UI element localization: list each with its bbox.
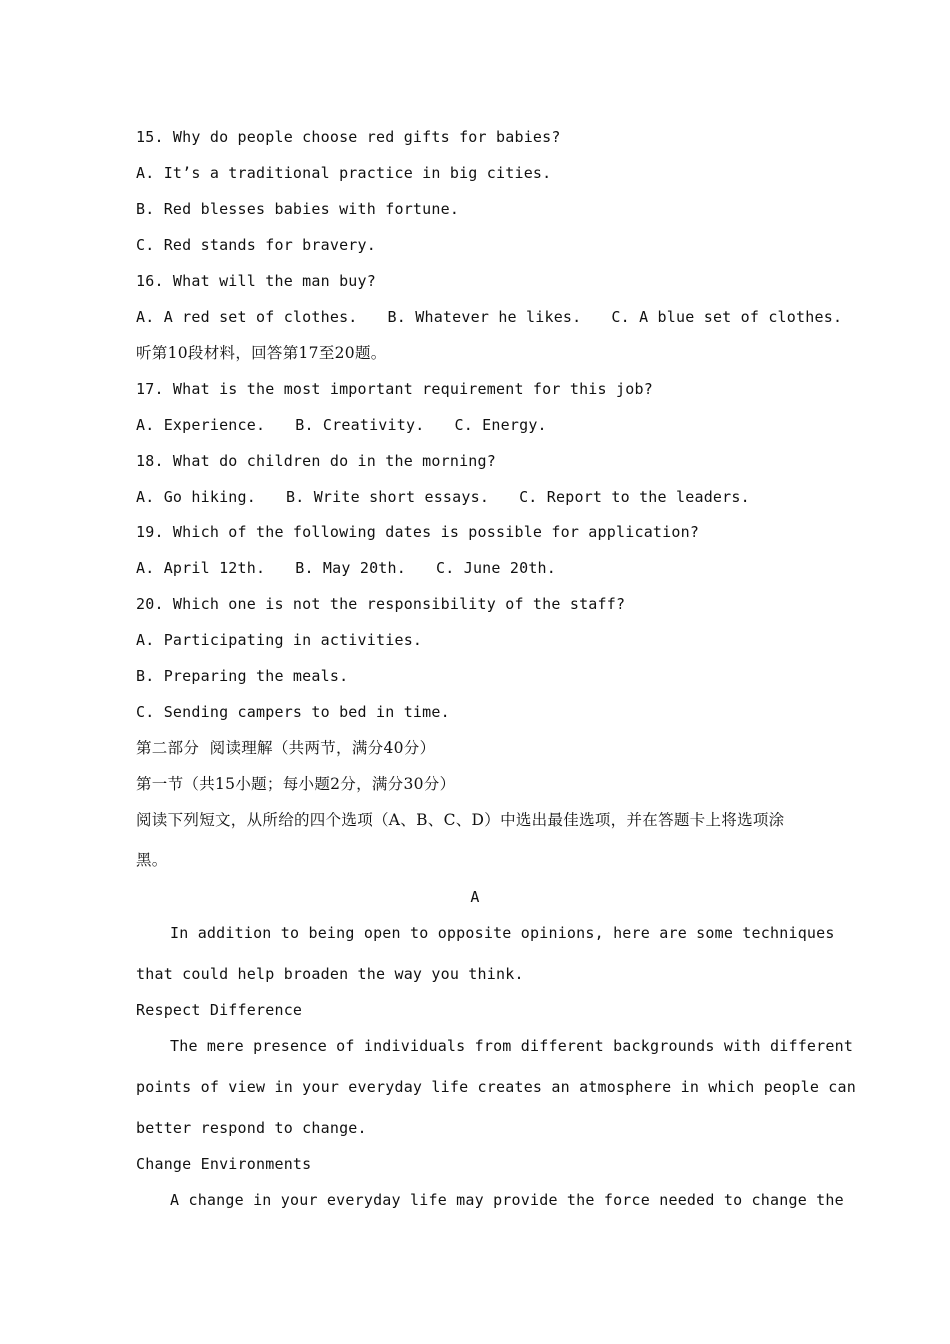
question-20-option-c: C. Sending campers to bed in time. xyxy=(136,703,450,721)
part-2-heading: 第二部分 阅读理解（共两节，满分40分） xyxy=(136,739,436,757)
question-19-options xyxy=(136,558,556,578)
reading-instruction-line-2: 黑。 xyxy=(136,851,168,869)
question-20-stem: 20. Which one is not the responsibility of the staff? xyxy=(136,595,626,613)
question-18-stem: 18. What do children do in the morning? xyxy=(136,452,496,470)
passage-intro-line-1: In addition to being open to opposite opinions, here are some techniques xyxy=(170,924,835,942)
question-15-option-c: C. Red stands for bravery. xyxy=(136,236,376,254)
question-19-option-c: C. June 20th. xyxy=(436,559,557,577)
question-15-stem: 15. Why do people choose red gifts for babies? xyxy=(136,128,561,146)
passage-paragraph-1-line-2: points of view in your everyday life creates an atmosphere in which people can xyxy=(136,1078,856,1096)
question-16-option-b: B. Whatever he likes. xyxy=(387,308,582,326)
question-17-options xyxy=(136,415,547,435)
question-19-option-b: B. May 20th. xyxy=(295,559,407,577)
question-19-option-a: A. April 12th. xyxy=(136,559,266,577)
question-20-option-b: B. Preparing the meals. xyxy=(136,667,349,685)
question-18-options xyxy=(136,487,750,507)
question-18-option-c: C. Report to the leaders. xyxy=(519,488,750,506)
question-19-stem: 19. Which of the following dates is possible for application? xyxy=(136,523,700,541)
passage-paragraph-1-line-3: better respond to change. xyxy=(136,1119,367,1137)
passage-heading-respect-difference: Respect Difference xyxy=(136,1001,303,1019)
passage-label: A xyxy=(470,888,480,906)
question-15-option-a: A. It’s a traditional practice in big cities. xyxy=(136,164,552,182)
passage-intro-line-2: that could help broaden the way you think. xyxy=(136,965,524,983)
question-16-options xyxy=(136,307,842,327)
question-16-option-c: C. A blue set of clothes. xyxy=(611,308,843,326)
question-17-stem: 17. What is the most important requirement for this job? xyxy=(136,380,653,398)
passage-paragraph-1-line-1: The mere presence of individuals from different backgrounds with different xyxy=(170,1037,854,1055)
section-1-heading: 第一节（共15小题；每小题2分，满分30分） xyxy=(136,775,456,793)
passage-heading-change-environments: Change Environments xyxy=(136,1155,312,1173)
question-17-option-c: C. Energy. xyxy=(454,416,547,434)
question-15-option-b: B. Red blesses babies with fortune. xyxy=(136,200,460,218)
passage-paragraph-2-line-1: A change in your everyday life may provide the force needed to change the xyxy=(170,1191,844,1209)
question-17-option-a: A. Experience. xyxy=(136,416,266,434)
question-20-option-a: A. Participating in activities. xyxy=(136,631,423,649)
question-17-option-b: B. Creativity. xyxy=(295,416,425,434)
question-16-option-a: A. A red set of clothes. xyxy=(136,308,358,326)
reading-instruction-line-1: 阅读下列短文，从所给的四个选项（A、B、C、D）中选出最佳选项，并在答题卡上将选项涂 xyxy=(136,811,785,829)
question-18-option-a: A. Go hiking. xyxy=(136,488,256,506)
question-16-stem: 16. What will the man buy? xyxy=(136,272,376,290)
question-18-option-b: B. Write short essays. xyxy=(286,488,490,506)
section-10-instruction: 听第10段材料，回答第17至20题。 xyxy=(136,344,387,362)
